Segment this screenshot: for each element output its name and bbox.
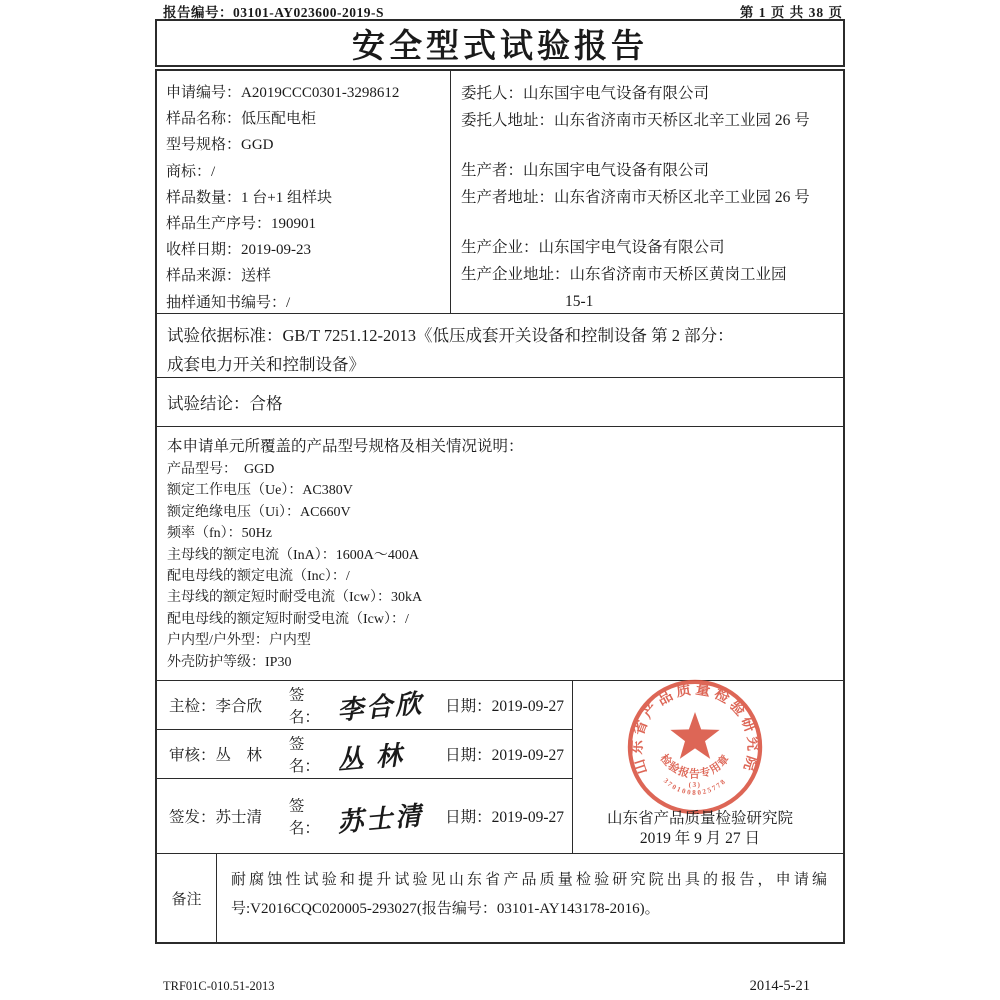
form-date: 2014-5-21 [749, 978, 810, 994]
report-number: 报告编号：03101-AY023600-2019-S [163, 5, 385, 20]
spec-line: 主母线的额定电流（InA）：1600A～400A [167, 547, 419, 563]
reviewer-date: 日期：2019-09-27 [445, 747, 564, 765]
issuing-org-name: 山东省产品质量检验研究院 [606, 810, 793, 827]
seal-inner-text: 检验报告专用章 [657, 752, 733, 781]
conclusion-row [157, 378, 843, 427]
coverage-row [157, 427, 843, 681]
reviewer-signature: 丛 林 [336, 740, 407, 776]
title-box [155, 19, 845, 67]
chief-inspector-name: 主检：李合欣 [169, 697, 263, 715]
remark-text: 耐腐蚀性试验和提升试验见山东省产品质量检验研究院出具的报告，申请编号:V2016CQC020005-293027(报告编号：03101-AY143178-2016)。 [231, 872, 827, 917]
signature-label: 签名： [288, 798, 320, 838]
manufacturer-group [461, 234, 839, 315]
producer-name: 生产者：山东国宇电气设备有限公司 [461, 162, 710, 179]
spec-line: 主母线的额定短时耐受电流（Icw）：30kA [167, 590, 423, 606]
signoff-table [157, 681, 573, 853]
reviewer-row [157, 730, 572, 780]
chief-inspector-row [157, 681, 572, 730]
client-name: 委托人：山东国宇电气设备有限公司 [461, 85, 710, 102]
sample-line: 申请编号：A2019CCC0301-3298612 [166, 85, 400, 101]
sample-info-cell [157, 71, 451, 313]
official-seal-icon [625, 677, 765, 817]
spec-line: 产品型号： GGD [167, 462, 275, 477]
page-count: 第 1 页 共 38 页 [739, 5, 843, 20]
report-sheet [155, 0, 845, 1000]
issuer-date: 日期：2019-09-27 [445, 809, 564, 827]
report-table [155, 69, 845, 944]
signature-label: 签名： [288, 736, 320, 776]
sample-line: 型号规格：GGD [166, 137, 274, 154]
info-row [157, 71, 843, 314]
issuer-name: 签发：苏士清 [169, 809, 263, 827]
standard-row [157, 314, 843, 378]
spec-line: 配电母线的额定电流（Inc）：/ [167, 569, 350, 585]
client-group [461, 80, 839, 134]
sample-line: 样品生产序号：190901 [166, 216, 317, 233]
remark-label: 备注 [157, 854, 217, 942]
page-footer [155, 978, 845, 995]
coverage-heading: 本申请单元所覆盖的产品型号规格及相关情况说明： [167, 438, 524, 455]
issuing-org-block [565, 808, 835, 848]
stamp-cell [573, 681, 843, 853]
conclusion-text: 试验结论：合格 [167, 394, 283, 413]
producer-address: 生产者地址：山东省济南市天桥区北辛工业园 26 号 [461, 189, 810, 206]
party-info-cell [451, 71, 843, 313]
sample-line: 抽样通知书编号：/ [166, 294, 291, 311]
spec-line: 额定工作电压（Ue）：AC380V [167, 483, 353, 499]
signoff-row [157, 681, 843, 854]
client-address: 委托人地址：山东省济南市天桥区北辛工业园 26 号 [461, 112, 810, 129]
issuer-row [157, 779, 572, 853]
reviewer-name: 审核：丛 林 [169, 747, 263, 765]
remark-row [157, 854, 843, 942]
manufacturer-name: 生产企业：山东国宇电气设备有限公司 [461, 239, 725, 256]
sample-line: 样品来源：送样 [166, 268, 272, 285]
spec-line: 配电母线的额定短时耐受电流（Icw）：/ [167, 611, 409, 627]
spec-line: 户内型/户外型：户内型 [167, 633, 311, 649]
spec-line: 额定绝缘电压（Ui）：AC660V [167, 504, 351, 520]
spec-line: 频率（fn）：50Hz [167, 526, 272, 542]
issuing-date: 2019 年 9 月 27 日 [639, 830, 761, 847]
seal-star-icon [670, 712, 719, 759]
spec-line: 外壳防护等级：IP30 [167, 654, 292, 670]
manufacturer-address-cont: 15-1 [565, 293, 594, 310]
sample-line: 样品数量：1 台+1 组样块 [166, 189, 332, 206]
manufacturer-address: 生产企业地址：山东省济南市天桥区黄岗工业园 [461, 266, 787, 283]
page-header [155, 1, 845, 21]
standard-line-1: 试验依据标准：GB/T 7251.12-2013《低压成套开关设备和控制设备 第 2 部分： [167, 326, 734, 345]
chief-inspector-date: 日期：2019-09-27 [445, 697, 564, 715]
seal-serial: 3701008025778 [661, 776, 729, 797]
sample-line: 样品名称：低压配电柜 [166, 111, 317, 128]
form-code: TRF01C-010.51-2013 [163, 979, 275, 993]
report-title: 安全型式试验报告 [352, 28, 648, 65]
chief-inspector-signature: 李合欣 [336, 689, 426, 726]
producer-group [461, 157, 839, 211]
sample-line: 收样日期：2019-09-23 [166, 242, 311, 259]
seal-code: (3) [688, 779, 702, 789]
sample-line: 商标：/ [166, 163, 216, 180]
seal-ring-text: 山东省产品质量检验研究院 [629, 681, 761, 777]
issuer-signature: 苏士清 [336, 800, 426, 838]
standard-line-2: 成套电力开关和控制设备》 [167, 355, 365, 374]
signature-label: 签名： [288, 686, 320, 726]
